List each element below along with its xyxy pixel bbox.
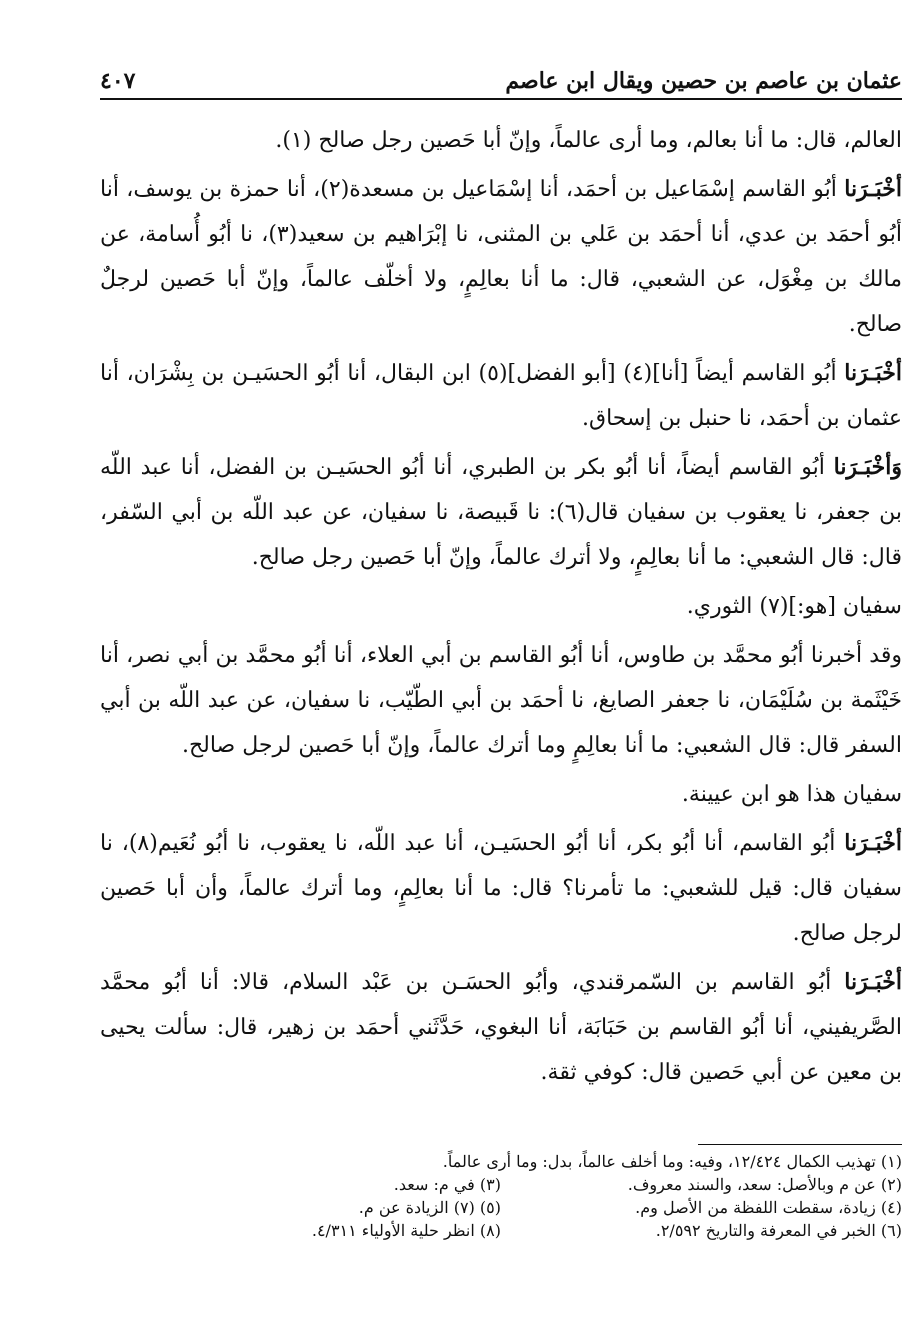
paragraph-text: أبُو القاسم أيضاً [أنا](٤) [أبو الفضل](٥) ابن البقال، أنا أبُو الحسَيـن بن بِشْرَان، أنا عثمان بن أحمَد، نا حنبل بن إسحاق.: [100, 361, 902, 431]
footnote-divider: [698, 1144, 902, 1145]
paragraph: [100, 584, 902, 629]
running-title: عثمان بن عاصم بن حصين ويقال ابن عاصم: [505, 68, 902, 94]
paragraph-text: أبُو القاسم إسْمَاعيل بن أحمَد، أنا إسْمَاعيل بن مسعدة(٢)، أنا حمزة بن يوسف، أنا أبُو أحمَد بن عدي، أنا أحمَد بن عَلي بن المثنى، نا إبْرَاهيم بن سعيد(٣)، نا أبُو أُسامة، عن مالك بن مِغْوَل، عن الشعبي، قال: ما أنا بعالِمٍ، ولا أخلّف عالماً، وإنّ أبا حَصين لرجلٌ صالح.: [100, 177, 902, 337]
footnote-6: (٦) الخبر في المعرفة والتاريخ ٢/٥٩٢.: [655, 1221, 902, 1240]
footnote-5-7: (٥) (٧) الزيادة عن م.: [358, 1198, 501, 1217]
paragraph-lead: وَأخْبَـرَنا: [833, 454, 902, 480]
footnote-row: [100, 1173, 902, 1196]
footnote-2: (٢) عن م وبالأصل: سعد، والسند معروف.: [627, 1175, 902, 1194]
paragraph-text: العالم، قال: ما أنا بعالم، وما أرى عالماً، وإنّ أبا حَصين رجل صالح (١).: [275, 128, 902, 153]
footnote-3: (٣) في م: سعد.: [393, 1175, 501, 1194]
footnote-1: (١) تهذيب الكمال ١٢/٤٢٤، وفيه: وما أخلف عالماً، بدل: وما أرى عالماً.: [442, 1152, 902, 1171]
paragraph-text: أبُو القاسم أيضاً، أنا أبُو بكر بن الطبري، أنا أبُو الحسَيـن بن الفضل، أنا عبد اللّه بن جعفر، نا يعقوب بن سفيان قال(٦): نا قَبيصة، نا سفيان، عن عبد اللّه بن أبي السّفر، قال: قال الشعبي: ما أنا بعالِمٍ، ولا أترك عالماً، وإنّ أبا حَصين رجل صالح.: [100, 455, 902, 570]
paragraph: [100, 118, 902, 163]
paragraph-text: وقد أخبرنا أبُو محمَّد بن طاوس، أنا أبُو القاسم بن أبي العلاء، أنا أبُو محمَّد بن أبي نصر، أنا خَيْثَمة بن سُلَيْمَان، نا جعفر الصايغ، نا أحمَد بن أبي الطّيّب، نا سفيان، عن عبد اللّه بن أبي السفر قال: قال الشعبي: ما أنا بعالِمٍ وما أترك عالماً، وإنّ أبا حَصين لرجل صالح.: [100, 643, 902, 758]
paragraph: [100, 445, 902, 580]
paragraph: [100, 821, 902, 956]
paragraph-lead: أخْبَـرَنا: [844, 969, 902, 995]
paragraph: [100, 960, 902, 1095]
footnote-4: (٤) زيادة، سقطت اللفظة من الأصل وم.: [635, 1198, 902, 1217]
paragraph: [100, 351, 902, 441]
footnote-row: [100, 1219, 902, 1242]
paragraph-lead: أخْبَـرَنا: [844, 176, 902, 202]
footnote-8: (٨) انظر حلية الأولياء ٤/٣١١.: [311, 1221, 501, 1240]
footnotes: [100, 1150, 902, 1242]
paragraph: [100, 633, 902, 768]
paragraph-lead: أخْبَـرَنا: [844, 830, 902, 856]
paragraph-text: سفيان [هو:](٧) الثوري.: [686, 594, 902, 619]
page-number: ٤٠٧: [100, 68, 136, 94]
paragraph-text: أبُو القاسم، أنا أبُو بكر، أنا أبُو الحسَيـن، أنا عبد اللّه، نا يعقوب، نا أبُو نُعَيم(٨)، نا سفيان قال: قيل للشعبي: ما تأمرنا؟ قال: ما أنا بعالِمٍ، وما أترك عالماً، وأن أبا حَصين لرجل صالح.: [100, 831, 902, 946]
paragraph-text: سفيان هذا هو ابن عيينة.: [681, 782, 902, 807]
paragraph: [100, 167, 902, 347]
footnote-row: [100, 1196, 902, 1219]
paragraph-lead: أخْبَـرَنا: [844, 360, 902, 386]
paragraph-text: أبُو القاسم بن السّمرقندي، وأبُو الحسَـن بن عَبْد السلام، قالا: أنا أبُو محمَّد الصَّريفيني، أنا أبُو القاسم بن حَبَابَة، أنا البغوي، حَدَّثَني أحمَد بن زهير، قال: سألت يحيى بن معين عن أبي حَصين قال: كوفي ثقة.: [100, 970, 902, 1085]
paragraph: [100, 772, 902, 817]
running-header: [100, 58, 902, 100]
footnote-row: [100, 1150, 902, 1173]
main-text: [100, 118, 902, 1099]
